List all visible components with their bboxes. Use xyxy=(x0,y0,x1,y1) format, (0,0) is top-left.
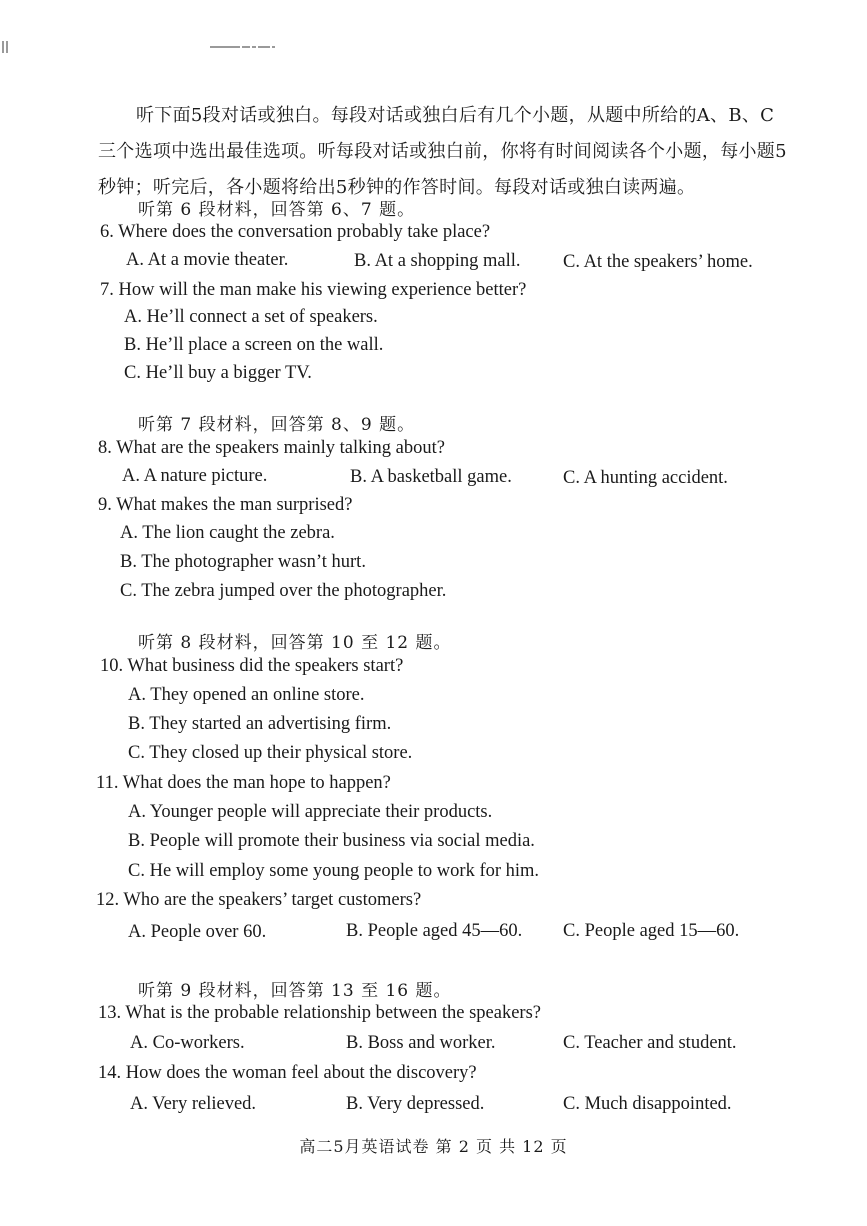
option-a: A. People over 60. xyxy=(128,922,267,942)
option-c: C. They closed up their physical store. xyxy=(128,743,413,763)
question-stem: 10. What business did the speakers start? xyxy=(100,656,404,676)
option-b: B. People will promote their business via social media. xyxy=(128,831,535,851)
option-b: B. Boss and worker. xyxy=(346,1033,496,1053)
option-b: B. He’ll place a screen on the wall. xyxy=(124,335,384,355)
option-b: B. A basketball game. xyxy=(350,467,512,487)
question-stem: 6. Where does the conversation probably take place? xyxy=(100,222,491,242)
option-c: C. A hunting accident. xyxy=(563,468,728,488)
option-a: A. They opened an online store. xyxy=(128,685,365,705)
option-a: A. Younger people will appreciate their products. xyxy=(128,802,493,822)
section-heading: 听第 9 段材料，回答第 13 至 16 题。 xyxy=(138,981,452,1001)
section-instructions: 听下面5段对话或独白。每段对话或独白后有几个小题，从题中所给的A、B、C三个选项中选出最佳选项。听每段对话或独白前，你将有时间阅读各个小题，每小题5秒钟；听完后，各小题将给出5秒钟的作答时间。每段对话或独白读两遍。 xyxy=(98,105,787,198)
option-a: A. The lion caught the zebra. xyxy=(120,523,335,543)
option-c: C. Teacher and student. xyxy=(563,1033,737,1053)
question-stem: 8. What are the speakers mainly talking about? xyxy=(98,438,445,458)
question-stem: 11. What does the man hope to happen? xyxy=(96,773,391,793)
question-stem: 12. Who are the speakers’ target customers? xyxy=(96,890,422,910)
scan-artifact xyxy=(210,38,310,54)
option-c: C. Much disappointed. xyxy=(563,1094,732,1114)
question-stem: 13. What is the probable relationship between the speakers? xyxy=(98,1003,541,1023)
section-heading: 听第 6 段材料，回答第 6、7 题。 xyxy=(138,200,416,220)
question-stem: 9. What makes the man surprised? xyxy=(98,495,353,515)
option-b: B. Very depressed. xyxy=(346,1094,485,1114)
option-a: A. A nature picture. xyxy=(122,466,268,486)
option-b: B. The photographer wasn’t hurt. xyxy=(120,552,366,572)
option-a: A. At a movie theater. xyxy=(126,250,289,270)
scan-artifact xyxy=(2,38,16,54)
option-b: B. People aged 45—60. xyxy=(346,921,523,941)
option-c: C. He will employ some young people to work for him. xyxy=(128,861,540,881)
option-c: C. At the speakers’ home. xyxy=(563,252,753,272)
option-b: B. They started an advertising firm. xyxy=(128,714,392,734)
option-c: C. The zebra jumped over the photographer. xyxy=(120,581,447,601)
question-stem: 14. How does the woman feel about the discovery? xyxy=(98,1063,477,1083)
question-stem: 7. How will the man make his viewing experience better? xyxy=(100,280,527,300)
section-heading: 听第 8 段材料，回答第 10 至 12 题。 xyxy=(138,633,452,653)
section-heading: 听第 7 段材料，回答第 8、9 题。 xyxy=(138,415,416,435)
option-a: A. Co-workers. xyxy=(130,1033,245,1053)
page-footer: 高二5月英语试卷 第 2 页 共 12 页 xyxy=(299,1137,568,1156)
option-a: A. Very relieved. xyxy=(130,1094,257,1114)
option-c: C. He’ll buy a bigger TV. xyxy=(124,363,312,383)
option-a: A. He’ll connect a set of speakers. xyxy=(124,307,378,327)
option-c: C. People aged 15—60. xyxy=(563,921,740,941)
option-b: B. At a shopping mall. xyxy=(354,251,521,271)
